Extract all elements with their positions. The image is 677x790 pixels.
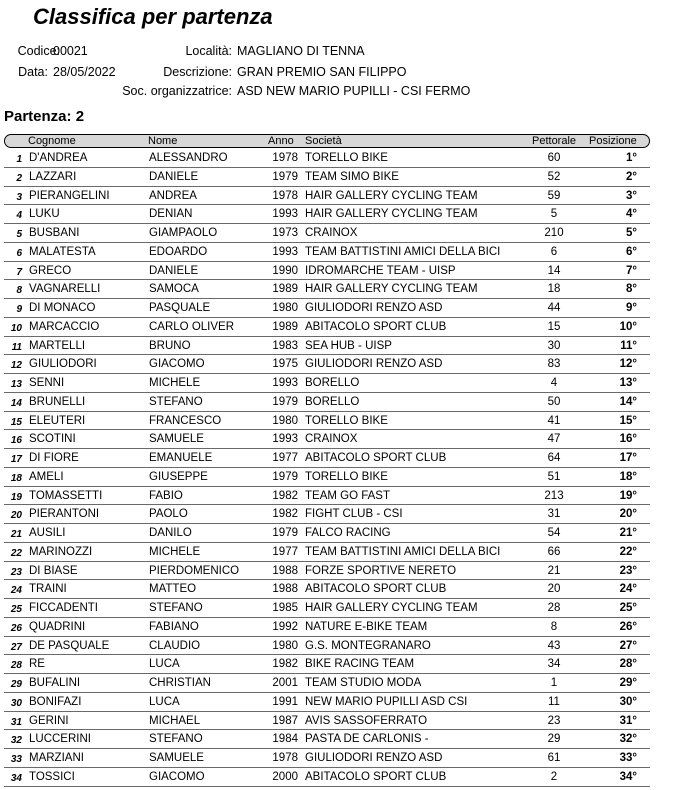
cell-pettorale: 54: [547, 527, 561, 539]
cell-nome: GIUSEPPE: [149, 470, 208, 483]
cell-societa: ABITACOLO SPORT CLUB: [305, 452, 447, 464]
cell-cognome: VAGNARELLI: [29, 283, 101, 296]
cell-posizione: 17°: [619, 452, 637, 464]
cell-societa: TEAM STUDIO MODA: [305, 677, 422, 689]
cell-societa: BIKE RACING TEAM: [305, 658, 415, 671]
cell-societa: BORELLO: [305, 395, 360, 408]
row-number: 15: [10, 416, 22, 428]
table-row: [4, 637, 650, 656]
cell-anno: 1993: [272, 208, 298, 221]
table-row: [4, 562, 650, 581]
cell-societa: GIULIODORI RENZO ASD: [305, 358, 443, 371]
table-row: [4, 524, 650, 543]
row-number: 17: [10, 454, 22, 465]
cell-nome: EMANUELE: [149, 452, 213, 464]
cell-nome: DANILO: [149, 527, 192, 539]
table-row: [4, 730, 650, 749]
cell-pettorale: 15: [547, 320, 561, 333]
cell-cognome: RE: [29, 658, 45, 671]
cell-anno: 1979: [272, 470, 298, 483]
cell-nome: MICHELE: [149, 377, 201, 389]
cell-pettorale: 21: [547, 564, 561, 577]
cell-cognome: FICCADENTI: [29, 602, 98, 614]
cell-pettorale: 8: [550, 620, 558, 633]
cell-nome: MATTEO: [149, 583, 197, 596]
cell-societa: SEA HUB - UISP: [305, 339, 392, 352]
cell-nome: FABIO: [149, 489, 183, 502]
cell-posizione: 33°: [619, 752, 637, 764]
cell-societa: HAIR GALLERY CYCLING TEAM: [305, 208, 478, 221]
cell-posizione: 31°: [619, 714, 637, 727]
cell-posizione: 1°: [626, 152, 637, 164]
cell-anno: 1988: [272, 564, 298, 577]
cell-anno: 1980: [272, 302, 298, 314]
cell-anno: 1993: [272, 433, 298, 446]
row-number: 12: [10, 360, 22, 372]
localita-value: MAGLIANO DI TENNA: [237, 44, 365, 58]
cell-nome: FRANCESCO: [149, 414, 222, 427]
partenza-heading: Partenza: 2: [4, 108, 85, 125]
cell-cognome: MALATESTA: [29, 245, 96, 258]
cell-nome: CARLO OLIVER: [149, 320, 234, 333]
table-row: [4, 393, 650, 412]
cell-cognome: LUKU: [29, 208, 60, 221]
cell-posizione: 9°: [626, 302, 637, 314]
cell-cognome: LUCCERINI: [29, 733, 91, 746]
cell-posizione: 32°: [619, 733, 637, 746]
cell-nome: BRUNO: [149, 339, 191, 352]
cell-societa: BORELLO: [305, 377, 360, 389]
cell-societa: ABITACOLO SPORT CLUB: [305, 770, 447, 783]
cell-posizione: 22°: [619, 545, 637, 558]
codice-value: 00021: [53, 44, 88, 58]
cell-posizione: 29°: [619, 677, 637, 689]
cell-pettorale: 51: [547, 470, 561, 483]
cell-anno: 2001: [272, 677, 298, 689]
cell-cognome: ELEUTERI: [29, 414, 86, 427]
cell-posizione: 21°: [619, 527, 637, 539]
cell-anno: 1983: [272, 339, 298, 352]
cell-pettorale: 5: [550, 208, 558, 221]
cell-societa: TEAM GO FAST: [305, 489, 390, 502]
cell-cognome: TOSSICI: [29, 770, 75, 783]
cell-nome: PASQUALE: [149, 302, 211, 314]
cell-nome: GIAMPAOLO: [149, 227, 218, 239]
table-row: [4, 337, 650, 356]
cell-posizione: 8°: [626, 283, 637, 296]
cell-posizione: 6°: [626, 245, 637, 258]
cell-anno: 1982: [272, 489, 298, 502]
cell-anno: 1980: [272, 639, 298, 652]
cell-nome: DENIAN: [149, 208, 193, 221]
cell-posizione: 3°: [626, 189, 637, 202]
cell-nome: LUCA: [149, 695, 180, 708]
row-number: 3: [16, 191, 22, 203]
cell-pettorale: 30: [547, 339, 561, 352]
cell-societa: FORZE SPORTIVE NERETO: [305, 564, 457, 577]
cell-pettorale: 28: [547, 602, 561, 614]
row-number: 5: [16, 229, 22, 240]
cell-anno: 1979: [272, 527, 298, 539]
cell-societa: G.S. MONTEGRANARO: [305, 639, 431, 652]
cell-societa: TORELLO BIKE: [305, 470, 388, 483]
cell-pettorale: 23: [547, 714, 561, 727]
cell-societa: CRAINOX: [305, 433, 358, 446]
cell-cognome: DI MONACO: [29, 302, 96, 314]
row-number: 24: [10, 585, 22, 597]
table-header: [4, 134, 650, 148]
soc-value: ASD NEW MARIO PUPILLI - CSI FERMO: [237, 84, 471, 98]
row-number: 20: [10, 510, 22, 522]
cell-societa: HAIR GALLERY CYCLING TEAM: [305, 283, 478, 296]
cell-anno: 1978: [272, 189, 298, 202]
cell-nome: SAMOCA: [149, 283, 199, 296]
table-row: [4, 187, 650, 206]
cell-cognome: MARCACCIO: [29, 320, 100, 333]
row-number: 9: [16, 304, 22, 315]
cell-posizione: 27°: [619, 639, 637, 652]
cell-pettorale: 29: [547, 733, 561, 746]
table-row: [4, 468, 650, 487]
cell-posizione: 15°: [619, 414, 637, 427]
cell-nome: PIERDOMENICO: [149, 564, 240, 577]
cell-cognome: GERINI: [29, 714, 69, 727]
table-row: [4, 655, 650, 674]
cell-nome: DANIELE: [149, 170, 199, 183]
table-row: [4, 355, 650, 374]
cell-anno: 1991: [272, 695, 298, 708]
row-number: 7: [16, 266, 22, 278]
table-row: [4, 430, 650, 449]
cell-posizione: 28°: [619, 658, 637, 671]
cell-posizione: 34°: [619, 770, 637, 783]
cell-pettorale: 1: [550, 677, 558, 689]
cell-posizione: 18°: [619, 470, 637, 483]
cell-cognome: BUFALINI: [29, 677, 81, 689]
cell-anno: 1975: [272, 358, 298, 371]
table-row: [4, 712, 650, 731]
cell-posizione: 11°: [620, 339, 637, 352]
cell-posizione: 10°: [619, 320, 637, 333]
table-row: [4, 243, 650, 262]
row-number: 27: [10, 641, 22, 653]
row-number: 22: [10, 547, 22, 559]
cell-nome: SAMUELE: [149, 752, 204, 764]
cell-pettorale: 20: [547, 583, 561, 596]
cell-societa: TORELLO BIKE: [305, 152, 388, 164]
cell-societa: FIGHT CLUB - CSI: [305, 508, 403, 521]
cell-posizione: 7°: [626, 264, 637, 277]
data-value: 28/05/2022: [53, 65, 116, 79]
cell-societa: TORELLO BIKE: [305, 414, 388, 427]
cell-pettorale: 18: [547, 283, 561, 296]
cell-anno: 1993: [272, 377, 298, 389]
row-number: 16: [10, 435, 22, 447]
cell-cognome: DI FIORE: [29, 452, 79, 464]
cell-nome: CHRISTIAN: [149, 677, 211, 689]
cell-anno: 1978: [272, 752, 298, 764]
cell-societa: ABITACOLO SPORT CLUB: [305, 583, 447, 596]
table-row: [4, 674, 650, 693]
cell-anno: 1977: [272, 545, 298, 558]
table-row: [4, 599, 650, 618]
table-row: [4, 149, 650, 168]
row-number: 23: [10, 566, 22, 578]
cell-pettorale: 66: [547, 545, 561, 558]
cell-anno: 1985: [272, 602, 298, 614]
cell-cognome: SCOTINI: [29, 433, 76, 446]
cell-societa: CRAINOX: [305, 227, 358, 239]
cell-societa: AVIS SASSOFERRATO: [305, 714, 428, 727]
cell-posizione: 13°: [619, 377, 637, 389]
col-posizione: Posizione: [589, 135, 637, 147]
cell-cognome: TRAINI: [29, 583, 67, 596]
cell-pettorale: 6: [550, 245, 558, 258]
cell-societa: TEAM BATTISTINI AMICI DELLA BICI: [305, 245, 501, 258]
cell-societa: ABITACOLO SPORT CLUB: [305, 320, 447, 333]
cell-posizione: 5°: [626, 227, 637, 239]
row-number: 28: [10, 660, 22, 672]
cell-posizione: 19°: [619, 489, 637, 502]
cell-anno: 1989: [272, 320, 298, 333]
cell-societa: HAIR GALLERY CYCLING TEAM: [305, 602, 478, 614]
localita-label: Località:: [185, 44, 232, 58]
cell-nome: STEFANO: [149, 395, 203, 408]
cell-cognome: BUSBANI: [29, 227, 80, 239]
cell-pettorale: 213: [544, 489, 564, 502]
cell-pettorale: 59: [547, 189, 561, 202]
table-row: [4, 374, 650, 393]
cell-societa: NEW MARIO PUPILLI ASD CSI: [305, 695, 468, 708]
row-number: 25: [10, 604, 22, 615]
table-row: [4, 768, 650, 787]
cell-societa: TEAM SIMO BIKE: [305, 170, 399, 183]
table-row: [4, 318, 650, 337]
cell-societa: GIULIODORI RENZO ASD: [305, 302, 443, 314]
cell-cognome: QUADRINI: [29, 620, 86, 633]
cell-nome: STEFANO: [149, 733, 203, 746]
cell-pettorale: 50: [547, 395, 561, 408]
data-label: Data:: [18, 65, 48, 79]
cell-posizione: 2°: [626, 170, 637, 183]
cell-nome: ALESSANDRO: [149, 152, 228, 164]
cell-cognome: DE PASQUALE: [29, 639, 110, 652]
table-row: [4, 749, 650, 768]
col-pettorale: Pettorale: [532, 135, 577, 147]
cell-pettorale: 52: [547, 170, 561, 183]
cell-posizione: 25°: [619, 602, 637, 614]
cell-pettorale: 14: [547, 264, 561, 277]
table-row: [4, 580, 650, 599]
cell-pettorale: 41: [547, 414, 561, 427]
cell-anno: 1989: [272, 283, 298, 296]
cell-anno: 1984: [272, 733, 298, 746]
cell-posizione: 20°: [619, 508, 637, 521]
cell-pettorale: 11: [548, 695, 560, 708]
cell-anno: 1980: [272, 414, 298, 427]
table-row: [4, 449, 650, 468]
table-row: [4, 205, 650, 224]
cell-pettorale: 44: [547, 302, 561, 314]
cell-nome: STEFANO: [149, 602, 203, 614]
row-number: 26: [10, 622, 22, 634]
cell-posizione: 24°: [619, 583, 637, 596]
table-row: [4, 224, 650, 243]
table-row: [4, 262, 650, 281]
cell-pettorale: 31: [547, 508, 561, 521]
cell-cognome: GRECO: [29, 264, 72, 277]
cell-anno: 1973: [272, 227, 298, 239]
cell-anno: 2000: [272, 770, 298, 783]
cell-societa: FALCO RACING: [305, 527, 391, 539]
descrizione-value: GRAN PREMIO SAN FILIPPO: [237, 65, 407, 79]
cell-anno: 1993: [272, 245, 298, 258]
descrizione-label: Descrizione:: [163, 65, 232, 79]
cell-pettorale: 4: [550, 377, 558, 389]
cell-posizione: 14°: [619, 395, 637, 408]
col-anno: Anno: [268, 135, 294, 147]
cell-nome: CLAUDIO: [149, 639, 201, 652]
col-societa: Società: [305, 135, 342, 147]
cell-pettorale: 34: [547, 658, 561, 671]
row-number: 31: [10, 716, 22, 728]
cell-posizione: 4°: [626, 208, 637, 221]
cell-anno: 1988: [272, 583, 298, 596]
cell-nome: EDOARDO: [149, 245, 208, 258]
cell-posizione: 30°: [619, 695, 637, 708]
cell-posizione: 16°: [619, 433, 637, 446]
cell-nome: DANIELE: [149, 264, 199, 277]
cell-anno: 1982: [272, 658, 298, 671]
row-number: 30: [10, 697, 22, 709]
cell-cognome: D'ANDREA: [29, 152, 88, 164]
cell-posizione: 23°: [619, 564, 637, 577]
soc-label: Soc. organizzatrice:: [122, 84, 232, 98]
cell-cognome: DI BIASE: [29, 564, 78, 577]
row-number: 34: [10, 772, 22, 784]
cell-posizione: 26°: [619, 620, 637, 633]
cell-societa: HAIR GALLERY CYCLING TEAM: [305, 189, 478, 202]
table-row: [4, 618, 650, 637]
row-number: 4: [16, 210, 22, 222]
cell-cognome: SENNI: [29, 377, 65, 389]
cell-nome: MICHAEL: [149, 714, 201, 727]
cell-pettorale: 64: [547, 452, 561, 464]
cell-anno: 1977: [272, 452, 298, 464]
cell-cognome: PIERANTONI: [29, 508, 100, 521]
cell-cognome: MARZIANI: [29, 752, 84, 764]
cell-anno: 1990: [272, 264, 298, 277]
table-row: [4, 280, 650, 299]
cell-nome: GIACOMO: [149, 770, 205, 783]
row-number: 6: [16, 247, 22, 259]
row-number: 18: [10, 472, 22, 484]
cell-pettorale: 61: [547, 752, 561, 764]
cell-pettorale: 210: [544, 227, 564, 239]
cell-societa: GIULIODORI RENZO ASD: [305, 752, 443, 764]
row-number: 1: [16, 154, 22, 165]
table-row: [4, 487, 650, 506]
col-nome: Nome: [148, 135, 178, 147]
cell-pettorale: 43: [547, 639, 561, 652]
row-number: 29: [10, 679, 22, 690]
cell-pettorale: 83: [547, 358, 561, 371]
cell-nome: ANDREA: [149, 189, 197, 202]
col-cognome: Cognome: [28, 135, 76, 147]
cell-societa: TEAM BATTISTINI AMICI DELLA BICI: [305, 545, 501, 558]
table-row: [4, 543, 650, 562]
cell-anno: 1978: [272, 152, 298, 164]
row-number: 32: [10, 735, 22, 747]
results-table: [4, 149, 650, 787]
cell-posizione: 12°: [619, 358, 637, 371]
table-row: [4, 299, 650, 318]
row-number: 21: [10, 529, 22, 540]
cell-pettorale: 2: [550, 770, 558, 783]
table-row: [4, 693, 650, 712]
cell-cognome: TOMASSETTI: [29, 489, 103, 502]
cell-nome: MICHELE: [149, 545, 201, 558]
row-number: 11: [11, 341, 22, 353]
row-number: 2: [16, 172, 22, 184]
cell-nome: LUCA: [149, 658, 180, 671]
cell-nome: GIACOMO: [149, 358, 205, 371]
table-row: [4, 168, 650, 187]
table-row: [4, 505, 650, 524]
row-number: 10: [10, 322, 22, 334]
cell-cognome: GIULIODORI: [29, 358, 97, 371]
row-number: 14: [10, 397, 22, 409]
cell-anno: 1979: [272, 170, 298, 183]
cell-cognome: AUSILI: [29, 527, 66, 539]
cell-cognome: MARTELLI: [29, 339, 86, 352]
cell-societa: NATURE E-BIKE TEAM: [305, 620, 428, 633]
cell-anno: 1992: [272, 620, 298, 633]
cell-cognome: AMELI: [29, 470, 64, 483]
cell-cognome: PIERANGELINI: [29, 189, 110, 202]
row-number: 8: [16, 285, 22, 297]
cell-nome: FABIANO: [149, 620, 199, 633]
cell-cognome: BONIFAZI: [29, 695, 82, 708]
cell-cognome: LAZZARI: [29, 170, 77, 183]
row-number: 33: [10, 754, 22, 765]
table-row: [4, 412, 650, 431]
cell-anno: 1982: [272, 508, 298, 521]
cell-anno: 1987: [272, 714, 298, 727]
page-title: Classifica per partenza: [33, 4, 273, 29]
row-number: 19: [10, 491, 22, 503]
codice-label: Codice:: [17, 44, 60, 58]
row-number: 13: [10, 379, 22, 390]
cell-nome: SAMUELE: [149, 433, 204, 446]
cell-nome: PAOLO: [149, 508, 188, 521]
cell-societa: IDROMARCHE TEAM - UISP: [305, 264, 456, 277]
cell-societa: PASTA DE CARLONIS -: [305, 733, 429, 746]
cell-anno: 1979: [272, 395, 298, 408]
cell-pettorale: 47: [547, 433, 561, 446]
cell-cognome: BRUNELLI: [29, 395, 86, 408]
cell-pettorale: 60: [547, 152, 561, 164]
cell-cognome: MARINOZZI: [29, 545, 93, 558]
